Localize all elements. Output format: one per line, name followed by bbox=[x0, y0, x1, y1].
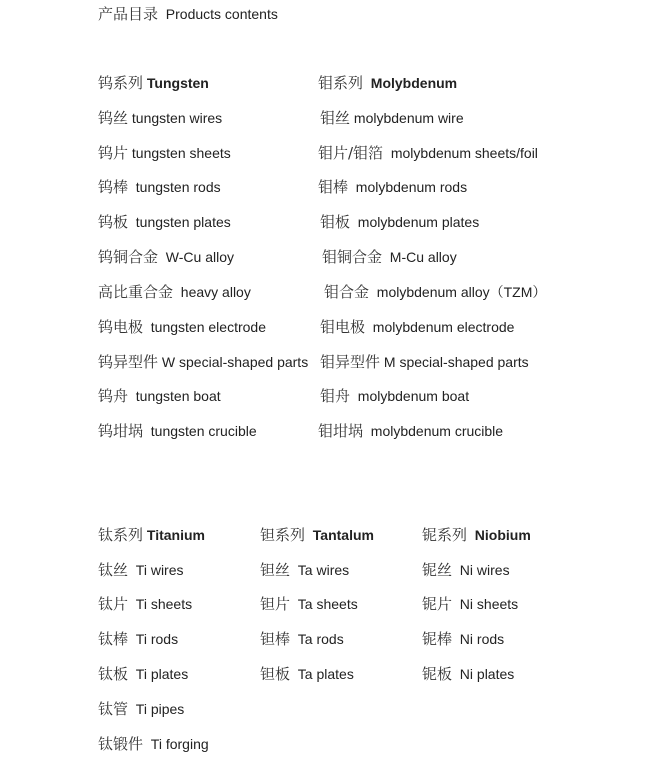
molybdenum-item bbox=[318, 144, 538, 162]
item-cn: 钨板 bbox=[98, 213, 129, 231]
item-cn: 铌棒 bbox=[422, 630, 453, 648]
tungsten-item bbox=[98, 387, 221, 405]
item-cn: 钨丝 bbox=[98, 109, 129, 127]
item-en: tungsten plates bbox=[135, 214, 231, 230]
niobium-heading bbox=[422, 526, 531, 544]
item-en: tungsten crucible bbox=[150, 423, 257, 439]
tantalum-item bbox=[260, 665, 354, 683]
item-en: W-Cu alloy bbox=[165, 249, 234, 265]
title-en: Products contents bbox=[165, 6, 278, 22]
molybdenum-item bbox=[320, 353, 529, 371]
molybdenum-item bbox=[320, 109, 464, 127]
item-cn: 铌板 bbox=[422, 665, 453, 683]
molybdenum-item bbox=[322, 248, 457, 266]
molybdenum-heading bbox=[318, 74, 457, 92]
tungsten-item bbox=[98, 422, 257, 440]
tantalum-heading bbox=[260, 526, 374, 544]
item-cn: 钼片/钼箔 bbox=[318, 144, 384, 162]
tungsten-heading-cn: 钨系列 bbox=[98, 74, 144, 92]
item-en: Ti wires bbox=[135, 562, 184, 578]
item-en: molybdenum wire bbox=[353, 110, 464, 126]
item-en: Ti rods bbox=[135, 631, 179, 647]
item-en: W special-shaped parts bbox=[161, 354, 309, 370]
niobium-item bbox=[422, 595, 518, 613]
molybdenum-item bbox=[318, 178, 467, 196]
niobium-item bbox=[422, 665, 514, 683]
item-en: Ti forging bbox=[150, 736, 209, 752]
titanium-heading-en: Titanium bbox=[146, 527, 205, 543]
tungsten-item bbox=[98, 213, 231, 231]
molybdenum-item bbox=[324, 283, 546, 301]
item-cn: 钼电极 bbox=[320, 318, 366, 336]
item-en: Ni rods bbox=[459, 631, 505, 647]
item-en: Ti sheets bbox=[135, 596, 193, 612]
item-cn: 铌丝 bbox=[422, 561, 453, 579]
item-en: molybdenum plates bbox=[357, 214, 480, 230]
tantalum-item bbox=[260, 630, 344, 648]
titanium-item bbox=[98, 561, 184, 579]
item-en: Ni sheets bbox=[459, 596, 519, 612]
item-cn: 钼异型件 bbox=[320, 353, 381, 371]
tungsten-item bbox=[98, 353, 308, 371]
item-cn: 钼铜合金 bbox=[322, 248, 383, 266]
item-cn: 铌片 bbox=[422, 595, 453, 613]
titanium-item bbox=[98, 735, 209, 753]
item-cn: 钽丝 bbox=[260, 561, 291, 579]
item-cn: 钽片 bbox=[260, 595, 291, 613]
item-en: molybdenum rods bbox=[355, 179, 468, 195]
item-cn: 钛丝 bbox=[98, 561, 129, 579]
item-cn: 钨片 bbox=[98, 144, 129, 162]
item-cn: 钽棒 bbox=[260, 630, 291, 648]
item-cn: 钨异型件 bbox=[98, 353, 159, 371]
item-en: molybdenum sheets/foil bbox=[390, 145, 538, 161]
niobium-heading-cn: 铌系列 bbox=[422, 526, 468, 544]
niobium-item bbox=[422, 630, 504, 648]
item-en: molybdenum boat bbox=[357, 388, 470, 404]
niobium-item bbox=[422, 561, 510, 579]
tungsten-item bbox=[98, 248, 234, 266]
titanium-item bbox=[98, 630, 178, 648]
titanium-item bbox=[98, 665, 188, 683]
item-cn: 钛棒 bbox=[98, 630, 129, 648]
titanium-item bbox=[98, 700, 184, 718]
item-cn: 钛锻件 bbox=[98, 735, 144, 753]
item-en: Ni plates bbox=[459, 666, 515, 682]
tantalum-item bbox=[260, 561, 349, 579]
niobium-heading-en: Niobium bbox=[474, 527, 531, 543]
item-en: Ni wires bbox=[459, 562, 510, 578]
item-en: M special-shaped parts bbox=[383, 354, 529, 370]
item-en: tungsten wires bbox=[131, 110, 223, 126]
item-cn: 钨铜合金 bbox=[98, 248, 159, 266]
titanium-item bbox=[98, 595, 192, 613]
titanium-heading bbox=[98, 526, 205, 544]
item-en: tungsten sheets bbox=[131, 145, 231, 161]
molybdenum-item bbox=[318, 422, 503, 440]
page-title bbox=[98, 5, 278, 23]
item-en: Ti plates bbox=[135, 666, 189, 682]
tungsten-item bbox=[98, 318, 266, 336]
item-cn: 钛管 bbox=[98, 700, 129, 718]
item-en: tungsten boat bbox=[135, 388, 221, 404]
item-cn: 钼舟 bbox=[320, 387, 351, 405]
item-en: molybdenum alloy（TZM） bbox=[376, 284, 547, 300]
item-cn: 高比重合金 bbox=[98, 283, 174, 301]
item-cn: 钛板 bbox=[98, 665, 129, 683]
item-cn: 钽板 bbox=[260, 665, 291, 683]
titanium-heading-cn: 钛系列 bbox=[98, 526, 144, 544]
item-cn: 钼棒 bbox=[318, 178, 349, 196]
item-cn: 钨电极 bbox=[98, 318, 144, 336]
molybdenum-item bbox=[320, 213, 479, 231]
tungsten-item bbox=[98, 283, 251, 301]
tantalum-item bbox=[260, 595, 358, 613]
item-cn: 钨棒 bbox=[98, 178, 129, 196]
item-cn: 钼合金 bbox=[324, 283, 370, 301]
tungsten-item bbox=[98, 144, 231, 162]
item-cn: 钨舟 bbox=[98, 387, 129, 405]
tantalum-heading-en: Tantalum bbox=[312, 527, 374, 543]
item-en: Ta wires bbox=[297, 562, 350, 578]
item-cn: 钼丝 bbox=[320, 109, 351, 127]
tantalum-heading-cn: 钽系列 bbox=[260, 526, 306, 544]
item-en: M-Cu alloy bbox=[389, 249, 457, 265]
molybdenum-item bbox=[320, 387, 469, 405]
item-en: Ti pipes bbox=[135, 701, 185, 717]
item-cn: 钼板 bbox=[320, 213, 351, 231]
tungsten-item bbox=[98, 178, 221, 196]
item-cn: 钨坩埚 bbox=[98, 422, 144, 440]
molybdenum-item bbox=[320, 318, 514, 336]
item-en: Ta plates bbox=[297, 666, 354, 682]
item-en: tungsten electrode bbox=[150, 319, 266, 335]
title-cn: 产品目录 bbox=[98, 5, 159, 23]
tungsten-heading bbox=[98, 74, 209, 92]
tungsten-heading-en: Tungsten bbox=[146, 75, 209, 91]
item-en: molybdenum electrode bbox=[372, 319, 515, 335]
tungsten-item bbox=[98, 109, 222, 127]
molybdenum-heading-en: Molybdenum bbox=[370, 75, 458, 91]
item-en: Ta sheets bbox=[297, 596, 358, 612]
item-en: Ta rods bbox=[297, 631, 344, 647]
item-en: molybdenum crucible bbox=[370, 423, 504, 439]
item-en: tungsten rods bbox=[135, 179, 221, 195]
item-cn: 钛片 bbox=[98, 595, 129, 613]
item-cn: 钼坩埚 bbox=[318, 422, 364, 440]
item-en: heavy alloy bbox=[180, 284, 251, 300]
molybdenum-heading-cn: 钼系列 bbox=[318, 74, 364, 92]
